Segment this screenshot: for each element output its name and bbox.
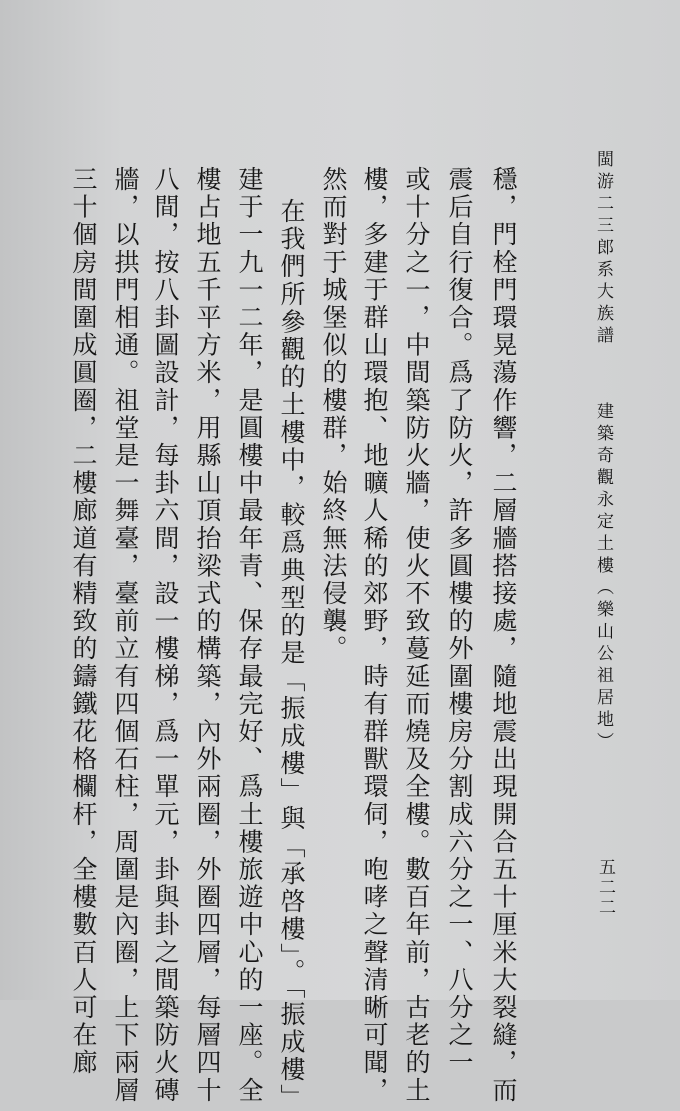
text-column-9: 八間，按八卦圖設計，每卦六間，設一樓梯，爲一單元，卦與卦之間築防火磚 [151,166,180,1105]
text-column-5: 然而對于城堡似的樓群，始終無法侵襲。 [319,166,348,663]
text-column-3: 或十分之一，中間築防火牆，使火不致蔓延而燒及全樓。數百年前，古老的土 [402,166,431,1105]
text-column-1: 穩，門栓門環晃蕩作響，二層牆搭接處，隨地震出現開合五十厘米大裂縫，而 [489,166,518,1105]
page-number: 五二二 [595,858,615,918]
running-head: 閩游二三郎系大族譜 [593,150,613,348]
text-column-2: 震后自行復合。爲了防火，許多圓樓的外圍樓房分割成六分之一、八分之一 [445,166,474,1077]
text-column-7: 建于一九一二年，是圓樓中最年青、保存最完好、爲土樓旅遊中心的一座。全 [235,166,264,1105]
text-column-6: 在我們所參觀的土樓中，較爲典型的是「振成樓」與「承啓樓」。「振成樓」 [277,198,306,1111]
text-column-8: 樓占地五千平方米，用縣山頂抬梁式的構築，內外兩圈，外圈四層，每層四十 [193,166,222,1105]
text-column-11: 三十個房間圍成圓圈，二樓廊道有精致的鑄鐵花格欄杆，全樓數百人可在廊 [69,166,98,1077]
section-title: 建築奇觀永定土樓（樂山公祖居地） [593,402,613,754]
text-column-4: 樓，多建于群山環抱、地曠人稀的郊野，時有群獸環伺，咆哮之聲清晰可聞， [360,166,389,1105]
text-column-10: 牆，以拱門相通。祖堂是一舞臺，臺前立有四個石柱，周圍是內圈，上下兩層 [111,166,140,1105]
